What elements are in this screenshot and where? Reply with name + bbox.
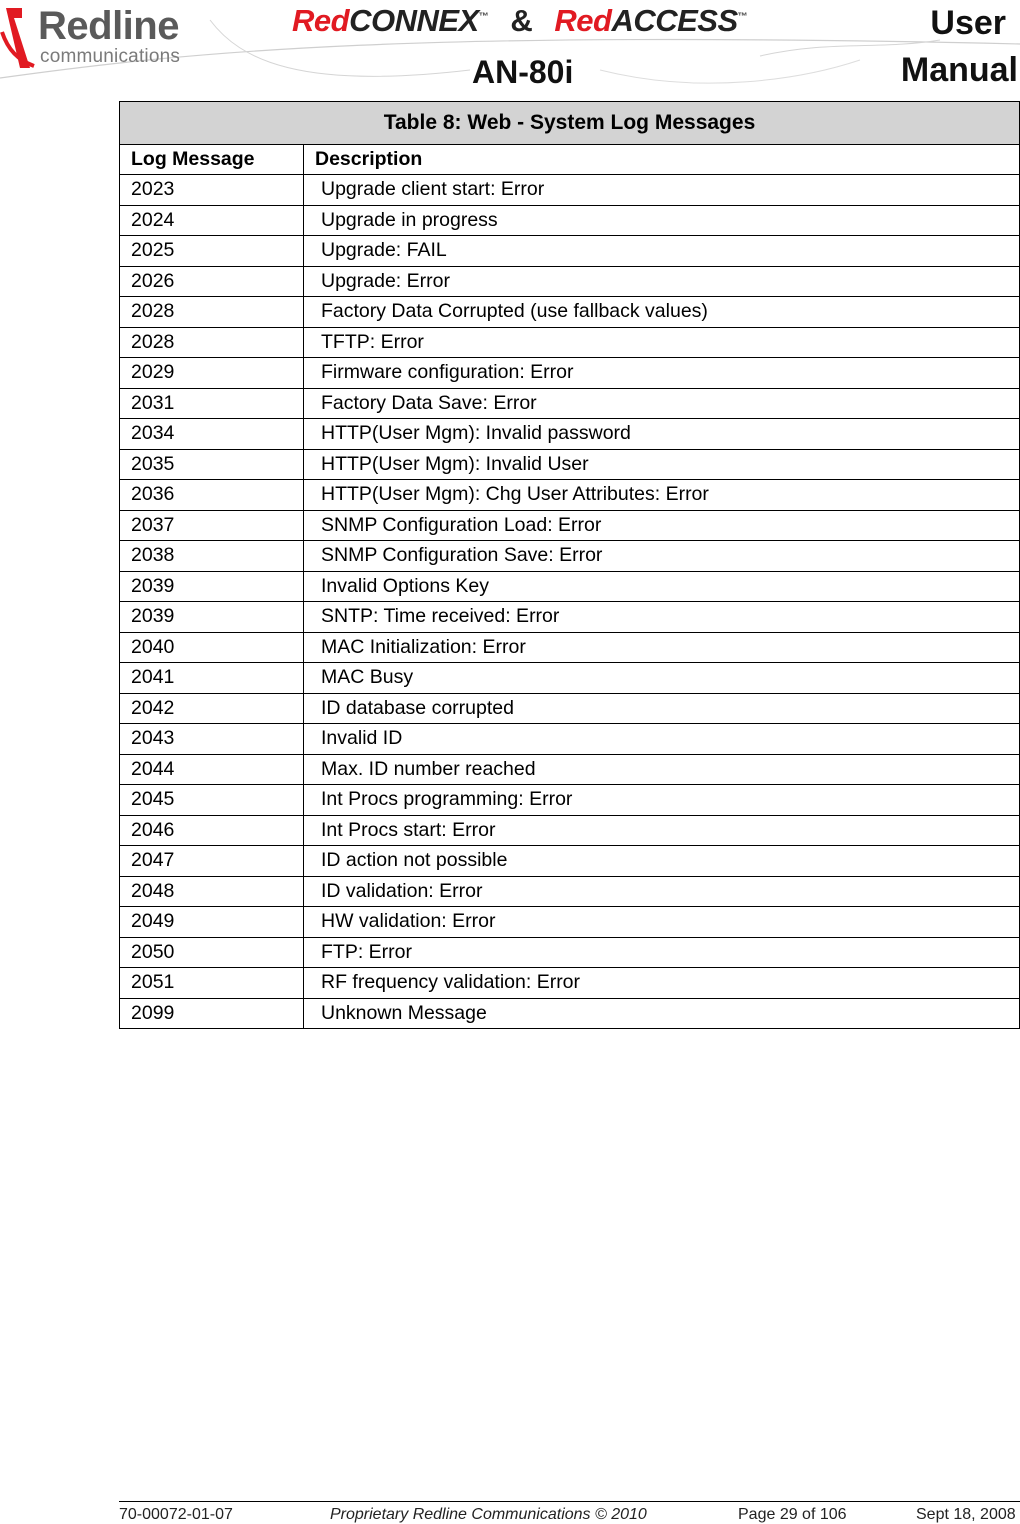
table-row: [120, 266, 1020, 297]
redline-logo-mark-icon: [0, 2, 40, 74]
log-description-cell: Upgrade: Error: [304, 266, 1020, 297]
log-code-cell: 2028: [120, 297, 304, 328]
log-description-cell: Max. ID number reached: [304, 754, 1020, 785]
table-row: [120, 968, 1020, 999]
log-code-cell: 2041: [120, 663, 304, 694]
table-title-row: [120, 102, 1020, 145]
log-code-cell: 2047: [120, 846, 304, 877]
log-description-cell: HTTP(User Mgm): Invalid User: [304, 449, 1020, 480]
table-row: [120, 876, 1020, 907]
log-code-cell: 2042: [120, 693, 304, 724]
log-code-cell: 2029: [120, 358, 304, 389]
log-code-cell: 2025: [120, 236, 304, 267]
table-number: 8: [442, 111, 455, 134]
log-code-cell: 2099: [120, 998, 304, 1029]
table-row: [120, 693, 1020, 724]
footer-proprietary: Proprietary Redline Communications © 2010: [330, 1506, 647, 1523]
log-code-cell: 2024: [120, 205, 304, 236]
table-row: [120, 663, 1020, 694]
table-row: [120, 297, 1020, 328]
log-description-cell: Int Procs start: Error: [304, 815, 1020, 846]
footer-date: Sept 18, 2008: [916, 1506, 1016, 1523]
log-description-cell: FTP: Error: [304, 937, 1020, 968]
log-description-cell: Invalid Options Key: [304, 571, 1020, 602]
log-code-cell: 2028: [120, 327, 304, 358]
log-description-cell: ID database corrupted: [304, 693, 1020, 724]
log-code-cell: 2046: [120, 815, 304, 846]
log-code-cell: 2048: [120, 876, 304, 907]
system-log-messages-table: [119, 101, 1020, 1029]
logo-wordmark: Redline: [38, 4, 179, 48]
manual-title-line2: Manual: [900, 51, 1018, 89]
table-row: [120, 327, 1020, 358]
log-description-cell: HTTP(User Mgm): Invalid password: [304, 419, 1020, 450]
column-header-log-message: Log Message: [120, 145, 304, 175]
log-description-cell: Upgrade in progress: [304, 205, 1020, 236]
table-row: [120, 480, 1020, 511]
log-description-cell: SNTP: Time received: Error: [304, 602, 1020, 633]
log-code-cell: 2039: [120, 602, 304, 633]
log-description-cell: ID action not possible: [304, 846, 1020, 877]
log-description-cell: Unknown Message: [304, 998, 1020, 1029]
log-description-cell: Invalid ID: [304, 724, 1020, 755]
log-code-cell: 2031: [120, 388, 304, 419]
log-description-cell: ID validation: Error: [304, 876, 1020, 907]
log-description-cell: MAC Initialization: Error: [304, 632, 1020, 663]
log-code-cell: 2040: [120, 632, 304, 663]
table-row: [120, 785, 1020, 816]
model-name: AN-80i: [472, 54, 574, 90]
footer-doc-number: 70-00072-01-07: [119, 1506, 233, 1523]
table-row: [120, 632, 1020, 663]
product-line-title: RedCONNEX™ & RedACCESS™: [292, 3, 748, 38]
table-row: [120, 175, 1020, 206]
table-row: [120, 236, 1020, 267]
log-description-cell: Upgrade client start: Error: [304, 175, 1020, 206]
log-code-cell: 2039: [120, 571, 304, 602]
log-description-cell: TFTP: Error: [304, 327, 1020, 358]
log-code-cell: 2036: [120, 480, 304, 511]
table-row: [120, 998, 1020, 1029]
table-row: [120, 907, 1020, 938]
redline-logo: [0, 2, 205, 74]
log-description-cell: RF frequency validation: Error: [304, 968, 1020, 999]
ampersand: &: [510, 3, 533, 38]
log-code-cell: 2049: [120, 907, 304, 938]
table-row: [120, 541, 1020, 572]
table-row: [120, 571, 1020, 602]
log-code-cell: 2038: [120, 541, 304, 572]
table-row: [120, 815, 1020, 846]
log-code-cell: 2034: [120, 419, 304, 450]
table-body: [120, 175, 1020, 1029]
table-row: [120, 510, 1020, 541]
manual-title-line1: User: [930, 4, 1006, 42]
log-description-cell: Factory Data Corrupted (use fallback values): [304, 297, 1020, 328]
log-description-cell: Upgrade: FAIL: [304, 236, 1020, 267]
log-description-cell: SNMP Configuration Load: Error: [304, 510, 1020, 541]
page-header: [0, 0, 1020, 100]
footer-divider: [119, 1501, 1020, 1502]
log-code-cell: 2050: [120, 937, 304, 968]
table-row: [120, 937, 1020, 968]
logo-subtitle: communications: [40, 46, 181, 67]
log-code-cell: 2035: [120, 449, 304, 480]
table-row: [120, 846, 1020, 877]
table-row: [120, 358, 1020, 389]
log-code-cell: 2045: [120, 785, 304, 816]
log-description-cell: Int Procs programming: Error: [304, 785, 1020, 816]
table-title: Table 8: Web - System Log Messages: [120, 102, 1020, 145]
log-description-cell: Factory Data Save: Error: [304, 388, 1020, 419]
table-row: [120, 388, 1020, 419]
table-header-row: [120, 145, 1020, 175]
log-description-cell: SNMP Configuration Save: Error: [304, 541, 1020, 572]
table-row: [120, 724, 1020, 755]
footer-page-number: Page 29 of 106: [738, 1506, 847, 1523]
table-row: [120, 419, 1020, 450]
table-row: [120, 449, 1020, 480]
log-description-cell: HW validation: Error: [304, 907, 1020, 938]
log-code-cell: 2023: [120, 175, 304, 206]
log-code-cell: 2044: [120, 754, 304, 785]
log-description-cell: MAC Busy: [304, 663, 1020, 694]
column-header-description: Description: [304, 145, 1020, 175]
log-description-cell: HTTP(User Mgm): Chg User Attributes: Error: [304, 480, 1020, 511]
log-code-cell: 2051: [120, 968, 304, 999]
log-code-cell: 2026: [120, 266, 304, 297]
log-code-cell: 2043: [120, 724, 304, 755]
log-description-cell: Firmware configuration: Error: [304, 358, 1020, 389]
table-row: [120, 754, 1020, 785]
log-code-cell: 2037: [120, 510, 304, 541]
table-row: [120, 205, 1020, 236]
table-row: [120, 602, 1020, 633]
